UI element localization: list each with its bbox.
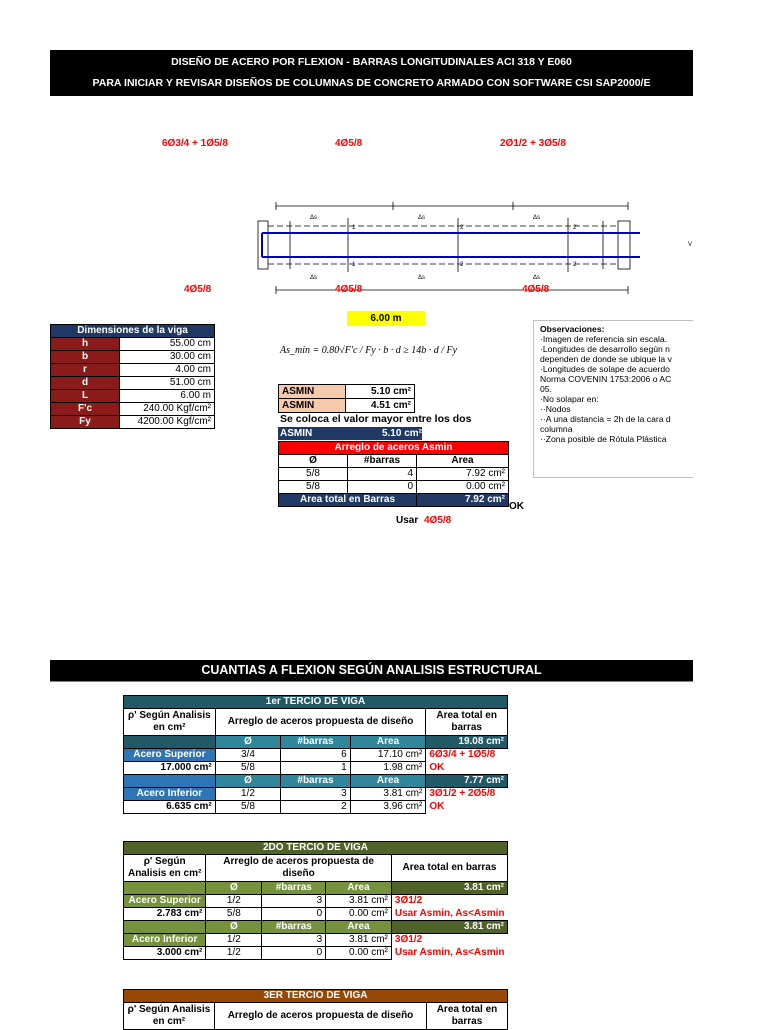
tercio-3-title: 3ER TERCIO DE VIGA — [124, 990, 508, 1003]
list-item: columna — [540, 424, 573, 434]
svg-text:Δs: Δs — [310, 215, 318, 221]
arreglo-table: Arreglo de aceros Asmin Ø #barras Area 5/8 4 7.92 cm² 5/8 0 0.00 cm² Area total en Barras 7.92 cm² — [278, 441, 509, 507]
svg-text:Δs: Δs — [418, 275, 426, 281]
table-row: h 55.00 cm — [51, 338, 215, 351]
tercio-2-title: 2DO TERCIO DE VIGA — [124, 842, 508, 855]
svg-text:Δs: Δs — [533, 215, 541, 221]
dims-title: Dimensiones de la viga — [51, 325, 215, 338]
table-row: Acero Superior 3/4 6 17.10 cm² 6Ø3/4 + 1Ø5/8 — [124, 749, 508, 762]
svg-text:Δs: Δs — [310, 275, 318, 281]
arreglo-title: Arreglo de aceros Asmin — [279, 442, 509, 455]
banner-line-1: DISEÑO DE ACERO POR FLEXION - BARRAS LONGITUDINALES ACI 318 Y E060 — [171, 56, 572, 68]
list-item: ·No solapar en: — [540, 394, 599, 404]
table-row: Acero Inferior 1/2 3 3.81 cm² 3Ø1/2 — [124, 934, 508, 947]
table-row: 5/8 4 7.92 cm² — [279, 468, 509, 481]
svg-text:Δs: Δs — [533, 275, 541, 281]
table-row: 5/8 0 0.00 cm² — [279, 481, 509, 494]
svg-text:2': 2' — [573, 225, 578, 231]
svg-text:Δs: Δs — [418, 215, 426, 221]
asmin-note: Se coloca el valor mayor entre los dos — [280, 413, 472, 425]
table-row: r 4.00 cm — [51, 364, 215, 377]
table-row: 6.635 cm² 5/8 2 3.96 cm² OK — [124, 801, 508, 814]
list-item: ··A una distancia = 2h de la cara d — [540, 414, 671, 424]
svg-text:1: 1 — [352, 225, 356, 231]
table-row: ASMIN 4.51 cm² — [279, 399, 415, 413]
asmin-final-label: ASMIN — [278, 427, 350, 440]
tercio-3-table: 3ER TERCIO DE VIGA ρ' Según Analisis en cm² Arreglo de aceros propuesta de diseño Area total en barras — [123, 989, 508, 1030]
bottom-label-mid: 4Ø5/8 — [335, 284, 363, 295]
asmin-table — [278, 384, 415, 413]
svg-text:2: 2 — [460, 262, 464, 268]
table-row: 3.000 cm² 1/2 0 0.00 cm² Usar Asmin, As<Asmin — [124, 947, 508, 960]
table-row: Acero Superior 1/2 3 3.81 cm² 3Ø1/2 — [124, 895, 508, 908]
tercio-1-title: 1er TERCIO DE VIGA — [124, 696, 508, 709]
tercio-2-table: 2DO TERCIO DE VIGA ρ' Según Analisis en cm² Arreglo de aceros propuesta de diseño Area total en barras Ø #barras Area 3.81 cm² Acero Superior 1/2 3 3.81 cm² 3Ø1/2 2.783 cm² 5/8 0 0.00 cm² Usar Asmin, As<Asmin Ø #barras Area 3.81 cm² Acero Inferior 1/2 3 3.81 cm² 3Ø1/2 3.000 cm² 1/2 0 0.00 cm² Usar Asmin, As<Asmin — [123, 841, 508, 960]
list-item: ··Nodos — [540, 404, 571, 414]
table-row: F'c 240.00 Kgf/cm² — [51, 403, 215, 416]
table-row: Acero Inferior 1/2 3 3.81 cm² 3Ø1/2 + 2Ø5/8 — [124, 788, 508, 801]
bottom-label-left: 4Ø5/8 — [184, 284, 212, 295]
observaciones-box — [533, 320, 693, 478]
list-item: ·Longitudes de desarrollo según n — [540, 344, 670, 354]
svg-text:2: 2 — [573, 262, 577, 268]
observaciones-title: Observaciones: — [540, 324, 605, 334]
table-row: b 30.00 cm — [51, 351, 215, 364]
usar-label: Usar — [396, 515, 419, 526]
table-row: 2.783 cm² 5/8 0 0.00 cm² Usar Asmin, As<Asmin — [124, 908, 508, 921]
arreglo-ok: OK — [509, 501, 524, 512]
list-item: dependen de donde se ubique la v — [540, 354, 672, 364]
table-row: 17.000 cm² 5/8 1 1.98 cm² OK — [124, 762, 508, 775]
title-banner — [50, 50, 693, 96]
top-label-mid: 4Ø5/8 — [335, 138, 363, 149]
svg-text:V: V — [688, 242, 693, 248]
tercio-1-table: 1er TERCIO DE VIGA ρ' Según Analisis en cm² Arreglo de aceros propuesta de diseño Area total en barras Ø #barras Area 19.08 cm² Acero Superior 3/4 6 17.10 cm² 6Ø3/4 + 1Ø5/8 17.000 cm² 5/8 1 1.98 cm² OK Ø #barras Area 7.77 cm² Acero Inferior 1/2 3 3.81 cm² 3Ø1/2 + 2Ø5/8 6.635 cm² 5/8 2 3.96 cm² OK — [123, 695, 508, 814]
banner-line-2: PARA INICIAR Y REVISAR DISEÑOS DE COLUMNAS DE CONCRETO ARMADO CON SOFTWARE CSI SAP2000/E — [92, 77, 651, 89]
usar-value: 4Ø5/8 — [424, 515, 452, 526]
table-row: L 6.00 m — [51, 390, 215, 403]
span-length-label: 6.00 m — [347, 311, 425, 326]
top-label-left: 6Ø3/4 + 1Ø5/8 — [162, 138, 228, 149]
arreglo-total-value: 7.92 cm² — [417, 494, 509, 507]
asmin-formula: As_min = 0.80√F'c / Fy · b · d ≥ 14b · d / Fy — [280, 345, 458, 356]
beam-diagram — [248, 196, 693, 300]
section-divider — [50, 681, 693, 682]
list-item: Norma COVENIN 1753:2006 o AC — [540, 374, 672, 384]
table-row: d 51.00 cm — [51, 377, 215, 390]
asmin-final-value: 5.10 cm² — [350, 427, 422, 440]
section-title: CUANTIAS A FLEXION SEGÚN ANALISIS ESTRUCTURAL — [50, 660, 693, 681]
bottom-label-right: 4Ø5/8 — [522, 284, 550, 295]
top-label-right: 2Ø1/2 + 3Ø5/8 — [500, 138, 566, 149]
table-row: Fy 4200.00 Kgf/cm² — [51, 416, 215, 429]
table-row: ASMIN 5.10 cm² — [279, 385, 415, 399]
arreglo-total-label: Area total en Barras — [279, 494, 417, 507]
dimensions-table — [50, 324, 215, 429]
list-item: ·Longitudes de solape de acuerdo — [540, 364, 670, 374]
svg-text:1: 1 — [352, 262, 356, 268]
svg-text:2': 2' — [460, 225, 465, 231]
list-item: ··Zona posible de Rótula Plástica — [540, 434, 667, 444]
list-item: 05. — [540, 384, 552, 394]
list-item: ·Imagen de referencia sin escala. — [540, 334, 668, 344]
